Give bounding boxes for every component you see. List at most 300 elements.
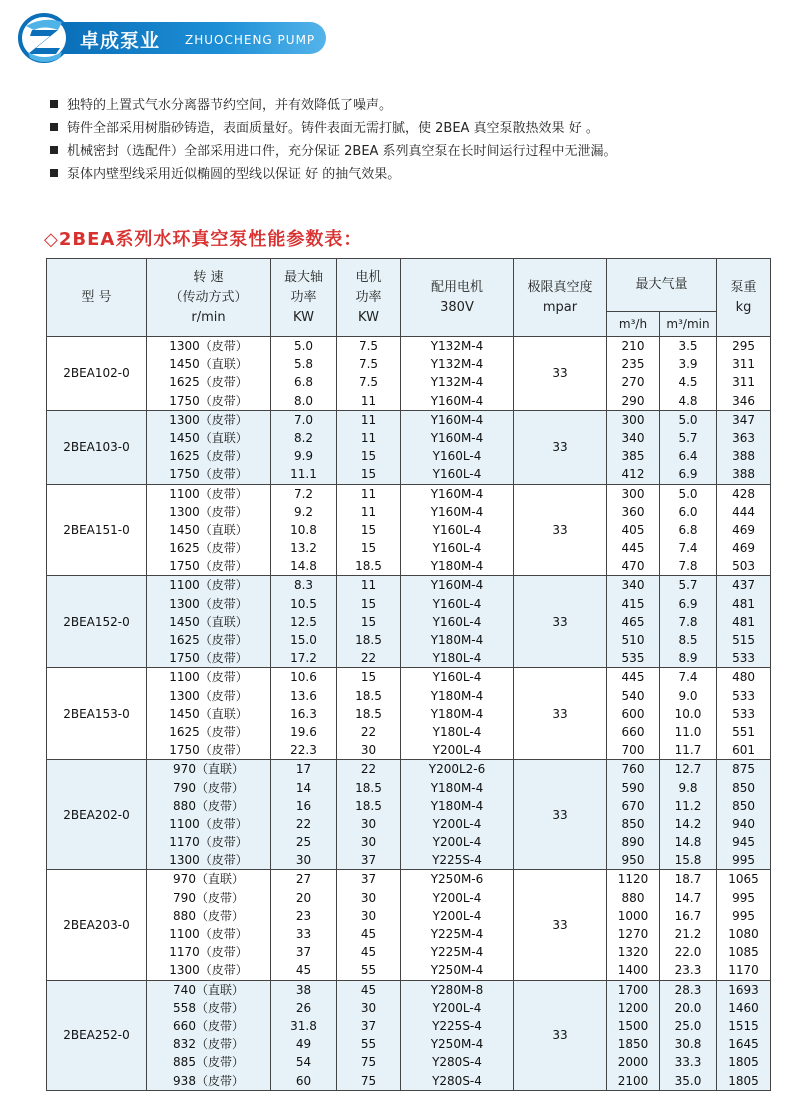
air-flow-min-value: 7.8: [678, 559, 698, 574]
motor-power-cell: [337, 870, 401, 980]
speed-value: 1100（皮带）: [169, 816, 248, 831]
vacuum-cell: 33: [514, 980, 607, 1090]
air-flow-min-value: 14.8: [674, 835, 702, 850]
feature-item: [50, 115, 770, 138]
shaft-power-value: 7.2: [293, 486, 314, 501]
motor-power-value: 7.5: [358, 357, 379, 372]
air-flow-min-value: 5.7: [678, 578, 698, 593]
motor-value: Y132M-4: [430, 357, 484, 372]
speed-value: 1300（皮带）: [169, 963, 248, 978]
motor-value: Y180M-4: [430, 798, 484, 813]
speed-value: 1450（直联）: [169, 357, 248, 372]
feature-text: 泵体内壁型线采用近似椭圆的型线以保证 好 的抽气效果。: [67, 167, 401, 182]
air-flow-min-value: 14.7: [674, 890, 702, 905]
motor-cell: [401, 410, 514, 484]
air-flow-min-value: 7.8: [678, 614, 698, 629]
feature-text: 铸件全部采用树脂砂铸造，表面质量好。铸件表面无需打腻，使 2BEA 真空泵散热效果 好 。: [67, 121, 599, 136]
model-cell: 2BEA152-0: [47, 576, 147, 668]
motor-value: Y280M-8: [430, 982, 484, 997]
speed-value: 1450（直联）: [169, 430, 248, 445]
weight-value: 469: [732, 522, 755, 537]
shaft-power-value: 15.0: [290, 633, 317, 647]
air-flow-min-value: 10.0: [674, 706, 702, 721]
square-bullet-icon: [50, 100, 58, 108]
motor-power-value: 15: [360, 522, 377, 537]
header-motor-power: 电机 功率 KW: [337, 259, 401, 337]
motor-power-value: 18.5: [355, 559, 382, 574]
zhuocheng-logo-icon: [18, 12, 74, 64]
table-row: [47, 668, 771, 760]
speed-value: 832（皮带）: [173, 1037, 244, 1052]
speed-cell: [147, 668, 271, 760]
motor-value: Y200L-4: [432, 890, 482, 905]
motor-value: Y200L-4: [432, 816, 482, 831]
shaft-power-cell: [271, 410, 337, 484]
weight-cell: [717, 980, 771, 1090]
speed-value: 558（皮带）: [173, 1000, 244, 1015]
shaft-power-value: 8.2: [293, 430, 314, 445]
weight-value: 444: [732, 504, 755, 519]
weight-value: 295: [732, 339, 755, 353]
speed-value: 938（皮带）: [173, 1073, 244, 1088]
air-flow-min-value: 3.9: [678, 357, 698, 372]
shaft-power-value: 19.6: [290, 724, 317, 739]
shaft-power-value: 23: [295, 908, 312, 923]
motor-value: Y160M-4: [430, 486, 484, 501]
motor-power-value: 15: [360, 614, 377, 629]
motor-power-value: 30: [360, 908, 377, 923]
air-flow-min-cell: [660, 760, 717, 870]
air-flow-h-value: 510: [621, 633, 645, 647]
air-flow-min-value: 5.0: [678, 412, 698, 427]
air-flow-h-value: 850: [621, 816, 645, 831]
weight-value: 1460: [728, 1000, 759, 1015]
motor-power-value: 11: [360, 504, 377, 519]
shaft-power-value: 30: [295, 853, 312, 868]
air-flow-h-value: 950: [621, 853, 645, 868]
motor-value: Y132M-4: [430, 339, 484, 353]
motor-value: Y160L-4: [432, 449, 482, 464]
weight-value: 875: [732, 762, 755, 777]
table-row: [47, 576, 771, 668]
header-weight: 泵重 kg: [717, 259, 771, 337]
air-flow-min-value: 21.2: [674, 927, 702, 941]
speed-value: 880（皮带）: [173, 798, 244, 813]
weight-value: 533: [732, 651, 755, 666]
motor-power-value: 15: [360, 541, 377, 556]
shaft-power-value: 5.0: [293, 339, 314, 353]
weight-value: 995: [732, 908, 755, 923]
feature-text: 机械密封（选配件）全部采用进口件，充分保证 2BEA 系列真空泵在长时间运行过程中无泄漏。: [67, 144, 617, 159]
weight-value: 1170: [728, 963, 759, 978]
motor-power-cell: [337, 980, 401, 1090]
weight-cell: [717, 576, 771, 668]
motor-power-value: 15: [360, 467, 377, 482]
motor-power-value: 15: [360, 596, 377, 611]
air-flow-h-value: 405: [621, 522, 645, 537]
air-flow-min-value: 11.7: [674, 743, 702, 758]
speed-value: 1450（直联）: [169, 614, 248, 629]
weight-value: 945: [732, 835, 755, 850]
motor-value: Y280S-4: [432, 1073, 482, 1088]
shaft-power-value: 6.8: [293, 375, 314, 390]
model-cell: 2BEA151-0: [47, 484, 147, 576]
motor-value: Y280S-4: [432, 1055, 482, 1070]
shaft-power-cell: [271, 668, 337, 760]
air-flow-min-value: 15.8: [674, 853, 702, 868]
shaft-power-value: 33: [295, 927, 312, 941]
motor-value: Y225M-4: [430, 927, 484, 941]
brand-name-cn: 卓成泵业: [80, 30, 161, 52]
motor-power-value: 75: [360, 1055, 377, 1070]
air-flow-min-value: 4.8: [678, 393, 698, 408]
air-flow-h-value: 1320: [617, 945, 649, 960]
air-flow-min-cell: [660, 870, 717, 980]
shaft-power-value: 16.3: [290, 706, 317, 721]
motor-cell: [401, 980, 514, 1090]
motor-power-value: 15: [360, 670, 377, 685]
motor-power-value: 18.5: [355, 780, 382, 795]
speed-value: 1100（皮带）: [169, 927, 248, 941]
motor-power-value: 18.5: [355, 798, 382, 813]
air-flow-h-value: 415: [621, 596, 645, 611]
air-flow-min-value: 25.0: [674, 1018, 702, 1033]
air-flow-min-value: 20.0: [674, 1000, 702, 1015]
air-flow-h-value: 1200: [617, 1000, 649, 1015]
motor-power-cell: [337, 668, 401, 760]
speed-cell: [147, 760, 271, 870]
motor-power-value: 15: [360, 449, 377, 464]
table-row: [47, 410, 771, 484]
air-flow-h-cell: [607, 484, 660, 576]
speed-value: 1300（皮带）: [169, 339, 248, 353]
motor-power-value: 37: [360, 872, 377, 887]
motor-power-value: 37: [360, 1018, 377, 1033]
motor-power-value: 30: [360, 1000, 377, 1015]
table-row: [47, 484, 771, 576]
motor-power-value: 30: [360, 835, 377, 850]
weight-cell: [717, 870, 771, 980]
motor-value: Y200L-4: [432, 908, 482, 923]
motor-value: Y160M-4: [430, 412, 484, 427]
motor-power-value: 37: [360, 853, 377, 868]
speed-value: 970（直联）: [173, 872, 244, 887]
speed-value: 1170（皮带）: [169, 945, 248, 960]
speed-cell: [147, 980, 271, 1090]
air-flow-min-value: 4.5: [678, 375, 698, 390]
weight-value: 940: [732, 816, 755, 831]
vacuum-cell: 33: [514, 760, 607, 870]
motor-power-value: 45: [360, 982, 377, 997]
motor-power-cell: [337, 484, 401, 576]
air-flow-min-value: 12.7: [674, 762, 702, 777]
feature-list: [50, 92, 770, 184]
air-flow-min-value: 5.7: [678, 430, 698, 445]
air-flow-min-value: 14.2: [674, 816, 702, 831]
model-cell: 2BEA252-0: [47, 980, 147, 1090]
air-flow-h-value: 600: [621, 706, 645, 721]
motor-value: Y200L-4: [432, 1000, 482, 1015]
shaft-power-value: 45: [295, 963, 312, 978]
air-flow-min-value: 6.0: [678, 504, 698, 519]
motor-value: Y160L-4: [432, 670, 482, 685]
air-flow-min-value: 18.7: [674, 872, 702, 887]
shaft-power-cell: [271, 337, 337, 411]
motor-value: Y132M-4: [430, 375, 484, 390]
shaft-power-cell: [271, 870, 337, 980]
shaft-power-value: 9.9: [293, 449, 314, 464]
motor-power-value: 30: [360, 816, 377, 831]
air-flow-h-value: 1500: [617, 1018, 649, 1033]
motor-power-value: 11: [360, 578, 377, 593]
motor-value: Y180M-4: [430, 780, 484, 795]
motor-power-cell: [337, 410, 401, 484]
motor-value: Y250M-6: [430, 872, 484, 887]
weight-value: 481: [732, 596, 755, 611]
air-flow-min-value: 22.0: [674, 945, 702, 960]
motor-value: Y160L-4: [432, 614, 482, 629]
air-flow-h-value: 412: [621, 467, 645, 482]
weight-value: 503: [732, 559, 755, 574]
air-flow-h-value: 590: [621, 780, 645, 795]
speed-value: 1100（皮带）: [169, 486, 248, 501]
air-flow-h-value: 470: [621, 559, 645, 574]
weight-value: 551: [732, 724, 755, 739]
air-flow-min-cell: [660, 576, 717, 668]
air-flow-h-value: 235: [621, 357, 645, 372]
air-flow-h-value: 700: [621, 743, 645, 758]
air-flow-min-value: 7.4: [678, 670, 698, 685]
air-flow-min-value: 6.9: [678, 596, 698, 611]
brand-name-en: ZHUOCHENG PUMP: [185, 33, 316, 47]
motor-power-cell: [337, 760, 401, 870]
header-air-flow: 最大气量: [607, 259, 717, 312]
vacuum-cell: 33: [514, 870, 607, 980]
motor-value: Y180M-4: [430, 633, 484, 647]
weight-value: 347: [732, 412, 755, 427]
weight-value: 533: [732, 706, 755, 721]
vacuum-cell: 33: [514, 337, 607, 411]
shaft-power-value: 8.3: [293, 578, 314, 593]
motor-value: Y200L2-6: [428, 762, 486, 777]
feature-text: 独特的上置式气水分离器节约空间，并有效降低了噪声。: [67, 98, 393, 113]
shaft-power-value: 10.5: [290, 596, 317, 611]
feature-item: [50, 138, 770, 161]
air-flow-min-value: 8.9: [678, 651, 698, 666]
weight-value: 1065: [728, 872, 759, 887]
motor-cell: [401, 870, 514, 980]
speed-value: 1625（皮带）: [169, 541, 248, 556]
weight-value: 388: [732, 449, 755, 464]
motor-cell: [401, 668, 514, 760]
shaft-power-value: 5.8: [293, 357, 314, 372]
motor-value: Y180M-4: [430, 559, 484, 574]
shaft-power-cell: [271, 484, 337, 576]
shaft-power-cell: [271, 576, 337, 668]
weight-value: 469: [732, 541, 755, 556]
speed-value: 1300（皮带）: [169, 596, 248, 611]
header-model: 型 号: [47, 259, 147, 337]
shaft-power-value: 37: [295, 945, 312, 960]
shaft-power-value: 38: [295, 982, 312, 997]
air-flow-min-value: 6.8: [678, 522, 698, 537]
motor-value: Y200L-4: [432, 743, 482, 758]
diamond-icon: ◇: [44, 229, 59, 250]
weight-value: 388: [732, 467, 755, 482]
shaft-power-value: 26: [295, 1000, 312, 1015]
weight-cell: [717, 760, 771, 870]
motor-value: Y225S-4: [432, 853, 482, 868]
table-row: [47, 870, 771, 980]
air-flow-min-value: 9.0: [678, 688, 698, 703]
motor-value: Y160L-4: [432, 596, 482, 611]
feature-item: [50, 92, 770, 115]
air-flow-h-value: 300: [621, 486, 645, 501]
shaft-power-value: 17: [295, 762, 312, 777]
shaft-power-value: 22.3: [290, 743, 317, 758]
air-flow-h-value: 300: [621, 412, 645, 427]
motor-power-value: 45: [360, 927, 377, 941]
motor-cell: [401, 576, 514, 668]
air-flow-min-value: 5.0: [678, 486, 698, 501]
shaft-power-value: 54: [295, 1055, 312, 1070]
air-flow-h-value: 1000: [617, 908, 649, 923]
shaft-power-value: 13.6: [290, 688, 317, 703]
speed-value: 1625（皮带）: [169, 633, 248, 647]
air-flow-h-value: 340: [621, 430, 645, 445]
air-flow-h-value: 1400: [617, 963, 649, 978]
motor-cell: [401, 337, 514, 411]
spec-table: [46, 258, 771, 1091]
weight-value: 363: [732, 430, 755, 445]
shaft-power-value: 14.8: [290, 559, 317, 574]
air-flow-min-value: 6.4: [678, 449, 698, 464]
weight-cell: [717, 668, 771, 760]
weight-cell: [717, 410, 771, 484]
air-flow-min-value: 30.8: [674, 1037, 702, 1052]
speed-value: 1750（皮带）: [169, 559, 248, 574]
motor-value: Y160L-4: [432, 467, 482, 482]
motor-value: Y160L-4: [432, 541, 482, 556]
weight-value: 995: [732, 853, 755, 868]
shaft-power-value: 10.8: [290, 522, 317, 537]
header-shaft-power: 最大轴 功率 KW: [271, 259, 337, 337]
shaft-power-value: 49: [295, 1037, 312, 1052]
vacuum-cell: 33: [514, 668, 607, 760]
weight-value: 1645: [728, 1037, 759, 1052]
weight-value: 480: [732, 670, 755, 685]
motor-power-value: 22: [360, 651, 377, 666]
speed-value: 1300（皮带）: [169, 504, 248, 519]
air-flow-h-value: 445: [621, 670, 645, 685]
motor-value: Y180L-4: [432, 724, 482, 739]
header-air-flow-per-hour: m³/h: [607, 312, 660, 337]
shaft-power-value: 8.0: [293, 393, 314, 408]
weight-value: 533: [732, 688, 755, 703]
motor-power-value: 22: [360, 762, 377, 777]
motor-power-cell: [337, 337, 401, 411]
weight-value: 515: [732, 633, 755, 647]
feature-item: [50, 161, 770, 184]
air-flow-h-cell: [607, 576, 660, 668]
air-flow-min-value: 23.3: [674, 963, 702, 978]
vacuum-cell: 33: [514, 484, 607, 576]
shaft-power-value: 14: [295, 780, 312, 795]
shaft-power-value: 17.2: [290, 651, 317, 666]
shaft-power-value: 25: [295, 835, 312, 850]
air-flow-h-value: 660: [621, 724, 645, 739]
speed-value: 1750（皮带）: [169, 393, 248, 408]
table-row: [47, 980, 771, 1090]
motor-power-cell: [337, 576, 401, 668]
air-flow-min-cell: [660, 980, 717, 1090]
speed-cell: [147, 870, 271, 980]
motor-value: Y250M-4: [430, 963, 484, 978]
motor-power-value: 45: [360, 945, 377, 960]
air-flow-h-value: 340: [621, 578, 645, 593]
shaft-power-value: 7.0: [293, 412, 314, 427]
weight-value: 850: [732, 780, 755, 795]
header-vacuum: 极限真空度 mpar: [514, 259, 607, 337]
air-flow-h-value: 465: [621, 614, 645, 629]
motor-value: Y180M-4: [430, 688, 484, 703]
speed-cell: [147, 576, 271, 668]
table-row: [47, 760, 771, 870]
motor-power-value: 11: [360, 486, 377, 501]
weight-value: 311: [732, 375, 755, 390]
air-flow-h-value: 1120: [617, 872, 649, 887]
square-bullet-icon: [50, 123, 58, 131]
motor-cell: [401, 760, 514, 870]
motor-value: Y160M-4: [430, 578, 484, 593]
motor-cell: [401, 484, 514, 576]
motor-power-value: 18.5: [355, 688, 382, 703]
weight-value: 1805: [728, 1073, 759, 1088]
air-flow-h-cell: [607, 668, 660, 760]
weight-value: 850: [732, 798, 755, 813]
motor-value: Y160M-4: [430, 430, 484, 445]
motor-value: Y225M-4: [430, 945, 484, 960]
air-flow-h-value: 385: [621, 449, 645, 464]
speed-cell: [147, 410, 271, 484]
air-flow-h-value: 890: [621, 835, 645, 850]
speed-value: 1100（皮带）: [169, 670, 248, 685]
shaft-power-value: 12.5: [290, 614, 317, 629]
air-flow-h-value: 760: [621, 762, 645, 777]
air-flow-h-cell: [607, 760, 660, 870]
speed-cell: [147, 484, 271, 576]
weight-value: 1085: [728, 945, 759, 960]
air-flow-min-value: 28.3: [674, 982, 702, 997]
model-cell: 2BEA202-0: [47, 760, 147, 870]
air-flow-h-cell: [607, 870, 660, 980]
weight-value: 1080: [728, 927, 759, 941]
speed-cell: [147, 337, 271, 411]
air-flow-min-cell: [660, 484, 717, 576]
motor-value: Y160L-4: [432, 522, 482, 537]
motor-power-value: 55: [360, 1037, 377, 1052]
shaft-power-value: 10.6: [290, 670, 317, 685]
weight-value: 346: [732, 393, 755, 408]
speed-value: 740（直联）: [173, 982, 244, 997]
section-title-text: 2BEA系列水环真空泵性能参数表：: [58, 229, 363, 250]
air-flow-h-cell: [607, 337, 660, 411]
motor-power-value: 7.5: [358, 339, 379, 353]
motor-value: Y225S-4: [432, 1018, 482, 1033]
shaft-power-value: 22: [295, 816, 312, 831]
motor-power-value: 11: [360, 430, 377, 445]
model-cell: 2BEA203-0: [47, 870, 147, 980]
